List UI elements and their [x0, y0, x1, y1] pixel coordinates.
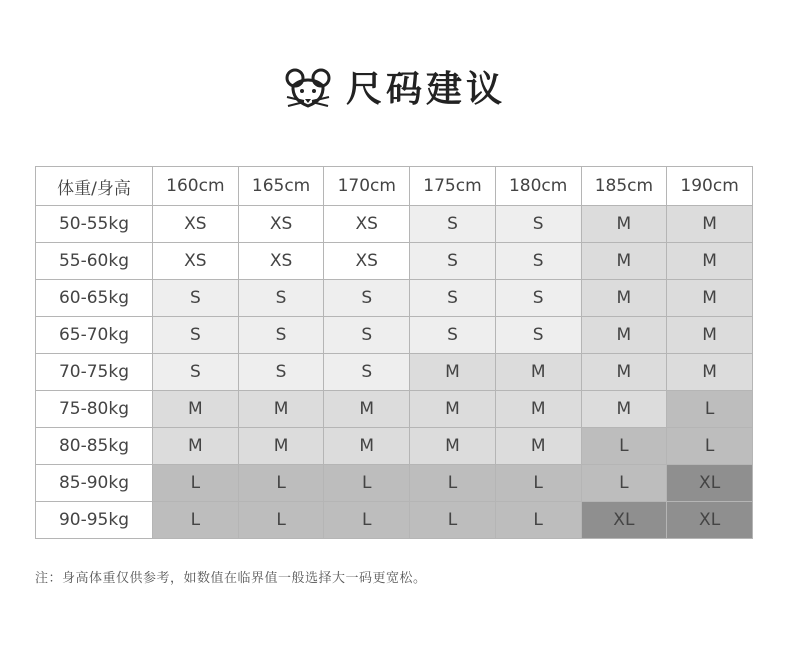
- size-cell: M: [667, 354, 753, 391]
- size-cell: M: [410, 428, 496, 465]
- size-cell: S: [324, 280, 410, 317]
- size-cell: M: [667, 317, 753, 354]
- size-cell: S: [495, 206, 581, 243]
- size-cell: S: [495, 243, 581, 280]
- weight-header-cell: 55-60kg: [36, 243, 153, 280]
- size-cell: L: [495, 502, 581, 539]
- table-row: [36, 502, 753, 539]
- size-cell: S: [410, 280, 496, 317]
- size-cell: L: [667, 428, 753, 465]
- table-row: [36, 206, 753, 243]
- weight-header-cell: 50-55kg: [36, 206, 153, 243]
- height-header-cell: 190cm: [667, 167, 753, 206]
- size-cell: L: [324, 502, 410, 539]
- size-cell: S: [495, 280, 581, 317]
- size-cell: S: [153, 317, 239, 354]
- height-header-cell: 170cm: [324, 167, 410, 206]
- size-cell: M: [581, 391, 667, 428]
- size-cell: XS: [238, 206, 324, 243]
- size-cell: M: [324, 391, 410, 428]
- size-cell: M: [238, 428, 324, 465]
- size-cell: L: [581, 465, 667, 502]
- size-cell: L: [581, 428, 667, 465]
- corner-header-cell: 体重/身高: [36, 167, 153, 206]
- size-cell: S: [153, 354, 239, 391]
- size-cell: M: [495, 428, 581, 465]
- size-cell: M: [410, 354, 496, 391]
- size-cell: XL: [667, 502, 753, 539]
- weight-header-cell: 60-65kg: [36, 280, 153, 317]
- size-cell: XL: [667, 465, 753, 502]
- size-cell: L: [667, 391, 753, 428]
- weight-header-cell: 90-95kg: [36, 502, 153, 539]
- size-cell: M: [667, 206, 753, 243]
- table-header-row: [36, 167, 753, 206]
- table-row: [36, 391, 753, 428]
- size-cell: L: [495, 465, 581, 502]
- weight-header-cell: 75-80kg: [36, 391, 153, 428]
- table-row: [36, 280, 753, 317]
- footnote: 注：身高体重仅供参考，如数值在临界值一般选择大一码更宽松。: [35, 571, 427, 586]
- table-row: [36, 428, 753, 465]
- weight-header-cell: 80-85kg: [36, 428, 153, 465]
- size-cell: XL: [581, 502, 667, 539]
- height-header-cell: 175cm: [410, 167, 496, 206]
- size-cell: XS: [238, 243, 324, 280]
- height-header-cell: 180cm: [495, 167, 581, 206]
- size-cell: XS: [153, 243, 239, 280]
- size-cell: M: [581, 317, 667, 354]
- size-cell: L: [238, 502, 324, 539]
- height-header-cell: 160cm: [153, 167, 239, 206]
- size-cell: M: [495, 391, 581, 428]
- height-header-cell: 165cm: [238, 167, 324, 206]
- table-row: [36, 354, 753, 391]
- mouse-face-icon: [284, 66, 332, 114]
- size-cell: M: [581, 206, 667, 243]
- size-cell: L: [410, 465, 496, 502]
- size-cell: M: [581, 280, 667, 317]
- size-cell: L: [324, 465, 410, 502]
- table-row: [36, 465, 753, 502]
- size-cell: M: [238, 391, 324, 428]
- table-body: [36, 206, 753, 539]
- weight-header-cell: 85-90kg: [36, 465, 153, 502]
- size-cell: S: [238, 354, 324, 391]
- size-cell: M: [667, 243, 753, 280]
- size-cell: S: [410, 317, 496, 354]
- height-header-cell: 185cm: [581, 167, 667, 206]
- size-cell: L: [153, 502, 239, 539]
- size-cell: M: [581, 354, 667, 391]
- size-cell: S: [324, 317, 410, 354]
- weight-header-cell: 65-70kg: [36, 317, 153, 354]
- weight-header-cell: 70-75kg: [36, 354, 153, 391]
- size-cell: S: [238, 317, 324, 354]
- size-cell: S: [153, 280, 239, 317]
- size-cell: L: [153, 465, 239, 502]
- size-cell: M: [495, 354, 581, 391]
- size-chart-table: [35, 166, 753, 539]
- size-cell: M: [153, 428, 239, 465]
- page-header: [0, 62, 790, 118]
- page-title: 尺码建议: [345, 69, 506, 110]
- size-cell: XS: [153, 206, 239, 243]
- size-cell: S: [410, 243, 496, 280]
- size-cell: M: [410, 391, 496, 428]
- table-row: [36, 317, 753, 354]
- size-cell: S: [495, 317, 581, 354]
- size-cell: L: [410, 502, 496, 539]
- size-cell: S: [410, 206, 496, 243]
- size-cell: S: [324, 354, 410, 391]
- size-cell: M: [324, 428, 410, 465]
- size-cell: S: [238, 280, 324, 317]
- size-cell: M: [581, 243, 667, 280]
- size-cell: M: [667, 280, 753, 317]
- table-row: [36, 243, 753, 280]
- size-cell: L: [238, 465, 324, 502]
- size-cell: XS: [324, 243, 410, 280]
- size-cell: XS: [324, 206, 410, 243]
- size-cell: M: [153, 391, 239, 428]
